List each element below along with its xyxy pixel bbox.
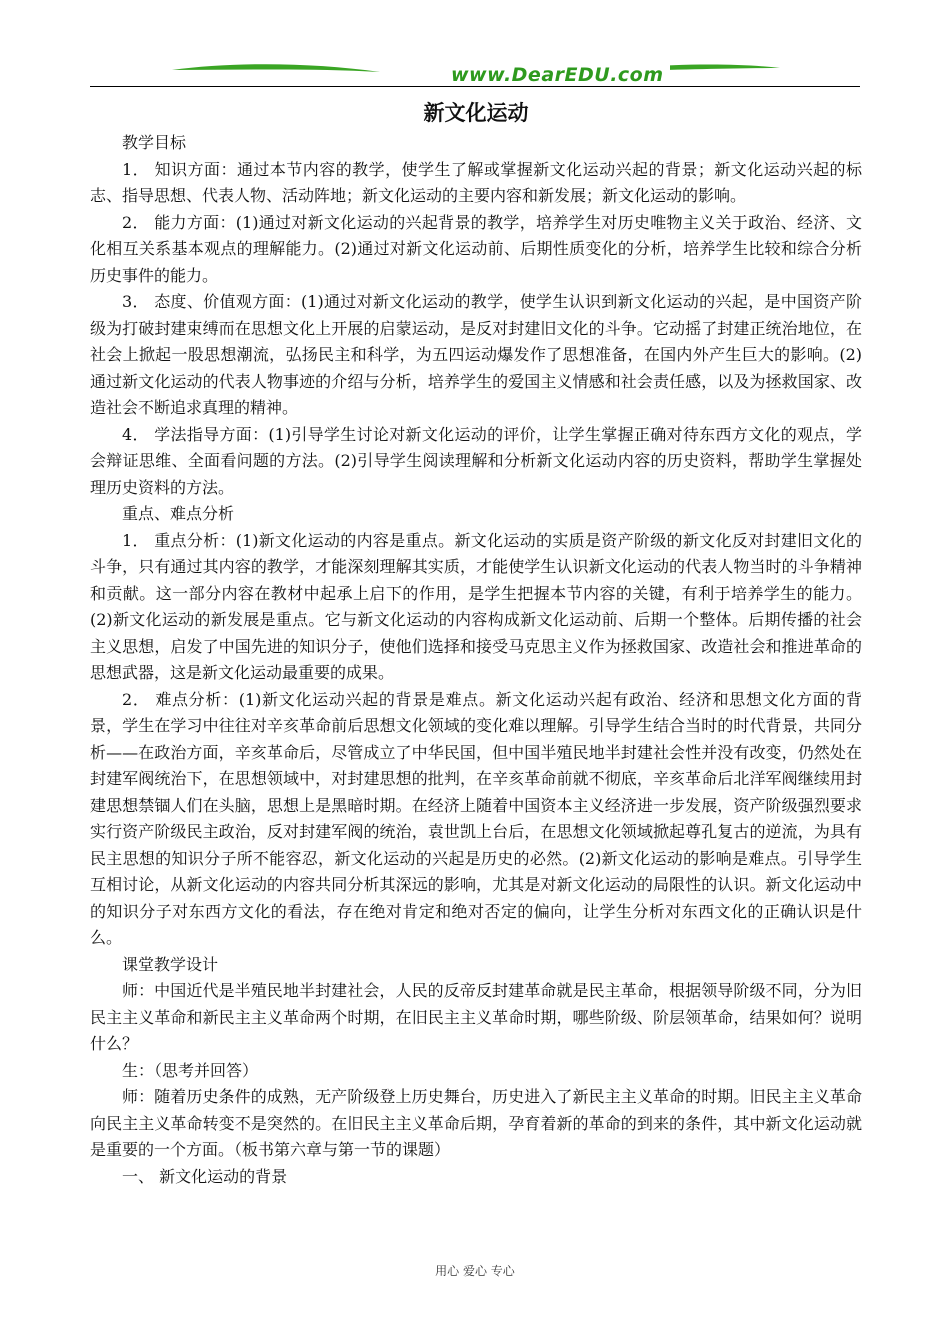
page-title: 新文化运动 xyxy=(423,100,529,125)
page-footer: 用心 爱心 专心 xyxy=(435,1264,515,1278)
paragraph-difficult-points: 2． 难点分析：(1)新文化运动兴起的背景是难点。新文化运动兴起有政治、经济和思想文化方面的背景，学生在学习中往往对辛亥革命前后思想文化领域的变化难以理解。引导学生结合当时的时代背景，共同分析——在政治方面，辛亥革命后，尽管成立了中华民国，但中国半殖民地半封建社会性并没有改变，仍然处在封建军阀统治下，在思想领域中，对封建思想的批判，在辛亥革命前就不彻底，辛亥革命后北洋军阀继续用封建思想禁锢人们在头脑，思想上是黑暗时期。在经济上随着中国资本主义经济进一步发展，资产阶级强烈要求实行资产阶级民主政治，反对封建军阀的统治，袁世凯上台后，在思想文化领域掀起尊孔复古的逆流，为具有民主思想的知识分子所不能容忍，新文化运动的兴起是历史的必然。(2)新文化运动的影响是难点。引导学生互相讨论，从新文化运动的内容共同分析其深远的影响，尤其是对新文化运动的局限性的认识。新文化运动中的知识分子对东西方文化的看法，存在绝对肯定和绝对否定的偏向，让学生分析对东西文化的正确认识是什么。 xyxy=(90,689,862,947)
paragraph-teacher-2: 师：随着历史条件的成熟，无产阶级登上历史舞台，历史进入了新民主主义革命的时期。旧民主主义革命向民主主义革命转变不是突然的。在旧民主主义革命后期，孕育着新的革命的到来的条件，其中新文化运动就是重要的一个方面。（板书第六章与第一节的课题） xyxy=(90,1087,862,1159)
paragraph-key-difficult-heading: 重点、难点分析 xyxy=(122,504,235,523)
page-header xyxy=(90,56,860,90)
document-body xyxy=(90,96,862,1190)
paragraph-teaching-goals-heading: 教学目标 xyxy=(122,133,187,152)
paragraph-knowledge: 1． 知识方面：通过本节内容的教学，使学生了解或掌握新文化运动兴起的背景；新文化运动兴起的标志、指导思想、代表人物、活动阵地；新文化运动的主要内容和新发展；新文化运动的影响。 xyxy=(90,159,862,205)
paragraph-section-one-heading: 一、 新文化运动的背景 xyxy=(122,1166,288,1186)
header-divider xyxy=(90,86,860,87)
left-swoosh xyxy=(172,64,380,72)
paragraph-student-1: 生：（思考并回答） xyxy=(122,1060,259,1080)
paragraph-key-points: 1． 重点分析：(1)新文化运动的内容是重点。新文化运动的实质是资产阶级的新文化反对封建旧文化的斗争，只有通过其内容的教学，才能深刻理解其实质，才能使学生认识新文化运动的代表人物当时的斗争精神和贡献。这一部分内容在教材中起承上启下的作用，是学生把握本节内容的关键，有利于培养学生的能力。(2)新文化运动的新发展是重点。它与新文化运动的内容构成新文化运动前、后期一个整体。后期传播的社会主义思想，启发了中国先进的知识分子，使他们选择和接受马克思主义作为拯救国家、改造社会和推进革命的思想武器，这是新文化运动最重要的成果。 xyxy=(90,530,862,682)
paragraph-class-design-heading: 课堂教学设计 xyxy=(122,954,219,974)
paragraph-ability: 2． 能力方面：(1)通过对新文化运动的兴起背景的教学，培养学生对历史唯物主义关于政治、经济、文化相互关系基本观点的理解能力。(2)通过对新文化运动前、后期性质变化的分析，培养学生比较和综合分析历史事件的能力。 xyxy=(90,212,862,285)
paragraph-study-guidance: 4． 学法指导方面：(1)引导学生讨论对新文化运动的评价，让学生掌握正确对待东西方文化的观点，学会辩证思维、全面看问题的方法。(2)引导学生阅读理解和分析新文化运动内容的历史资料，帮助学生掌握处理历史资料的方法。 xyxy=(90,424,862,497)
header-url-logo[interactable]: www.DearEDU.com xyxy=(445,64,670,86)
paragraph-teacher-1: 师：中国近代是半殖民地半封建社会，人民的反帝反封建革命就是民主革命，根据领导阶级不同，分为旧民主主义革命和新民主主义革命两个时期，在旧民主主义革命时期，哪些阶级、阶层领革命，结果如何？说明什么？ xyxy=(90,981,862,1053)
paragraph-attitude-values: 3． 态度、价值观方面：(1)通过对新文化运动的教学，使学生认识到新文化运动的兴起，是中国资产阶级为打破封建束缚而在思想文化上开展的启蒙运动，是反对封建旧文化的斗争。它动摇了封建正统治地位，在社会上掀起一股思想潮流，弘扬民主和科学，为五四运动爆发作了思想准备，在国内外产生巨大的影响。(2)通过新文化运动的代表人物事迹的介绍与分析，培养学生的爱国主义情感和社会责任感，以及为拯救国家、改造社会不断追求真理的精神。 xyxy=(90,292,862,417)
